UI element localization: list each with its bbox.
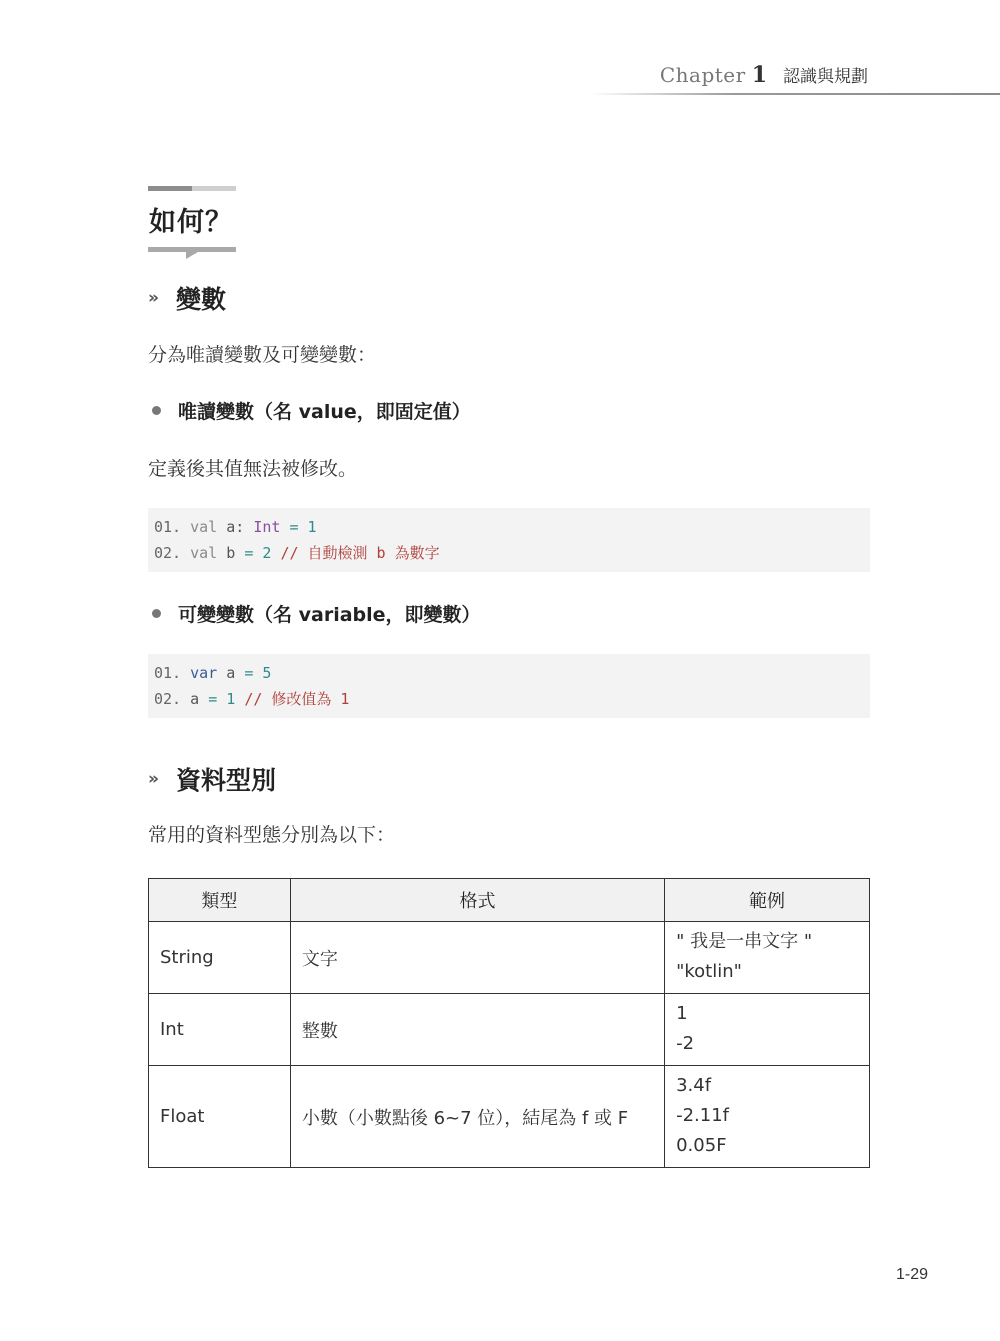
bullet-mutable <box>152 600 481 627</box>
bullet-readonly <box>152 397 471 424</box>
double-chevron-icon: » <box>148 288 153 308</box>
bullet-mutable-text: 可變變數（名 variable，即變數） <box>178 604 481 626</box>
subheading-variables <box>148 280 226 316</box>
bullet-dot-icon <box>152 609 161 618</box>
bullet-dot-icon <box>152 406 161 415</box>
table-cell-type: Int <box>149 994 291 1066</box>
bullet-readonly-text: 唯讀變數（名 value，即固定值） <box>178 401 471 423</box>
table-cell-format: 整數 <box>290 994 664 1066</box>
section-title-tail <box>186 252 198 259</box>
table-cell-examples <box>665 1066 870 1168</box>
code-line: 02. val b = 2 // 自動檢測 b 為數字 <box>154 544 440 562</box>
subheading-datatypes-text: 資料型別 <box>176 766 277 795</box>
section-title: 如何？ <box>149 207 233 238</box>
table-cell-format: 文字 <box>290 922 664 994</box>
chapter-title: 認識與規劃 <box>783 67 868 87</box>
double-chevron-icon: » <box>148 769 153 789</box>
table-cell-type: String <box>149 922 291 994</box>
chapter-number: 1 <box>751 62 767 88</box>
subheading-datatypes <box>148 761 276 797</box>
section-title-block <box>148 186 236 252</box>
variables-intro: 分為唯讀變數及可變變數： <box>148 344 377 366</box>
table-row <box>149 1066 870 1168</box>
datatypes-intro: 常用的資料型態分別為以下： <box>148 824 396 846</box>
table-header-example: 範例 <box>665 879 870 922</box>
code-line: 01. val a: Int = 1 <box>154 518 317 536</box>
table-cell-examples-text: 1 -2 <box>676 1002 695 1054</box>
table-header-format: 格式 <box>290 879 664 922</box>
code-block-readonly <box>148 508 870 572</box>
table-cell-format: 小數（小數點後 6~7 位），結尾為 f 或 F <box>290 1066 664 1168</box>
code-block-mutable <box>148 654 870 718</box>
table-header-type: 類型 <box>149 879 291 922</box>
table-row <box>149 994 870 1066</box>
code-line: 02. a = 1 // 修改值為 1 <box>154 690 350 708</box>
chapter-word: Chapter <box>659 63 746 87</box>
table-header-row <box>149 879 870 922</box>
subheading-variables-text: 變數 <box>176 285 227 314</box>
table-cell-type: Float <box>149 1066 291 1168</box>
table-cell-examples <box>665 994 870 1066</box>
table-cell-examples <box>665 922 870 994</box>
header-rule <box>590 93 1000 95</box>
section-title-bottom-bar <box>148 247 236 252</box>
code-line: 01. var a = 5 <box>154 664 272 682</box>
page-number: 1-29 <box>895 1266 928 1283</box>
datatypes-table <box>148 878 870 1168</box>
table-row <box>149 922 870 994</box>
readonly-description: 定義後其值無法被修改。 <box>148 458 358 480</box>
chapter-header <box>660 62 868 88</box>
table-cell-examples-text: " 我是一串文字 " "kotlin" <box>676 930 813 982</box>
table-cell-examples-text: 3.4f -2.11f 0.05F <box>676 1074 730 1156</box>
